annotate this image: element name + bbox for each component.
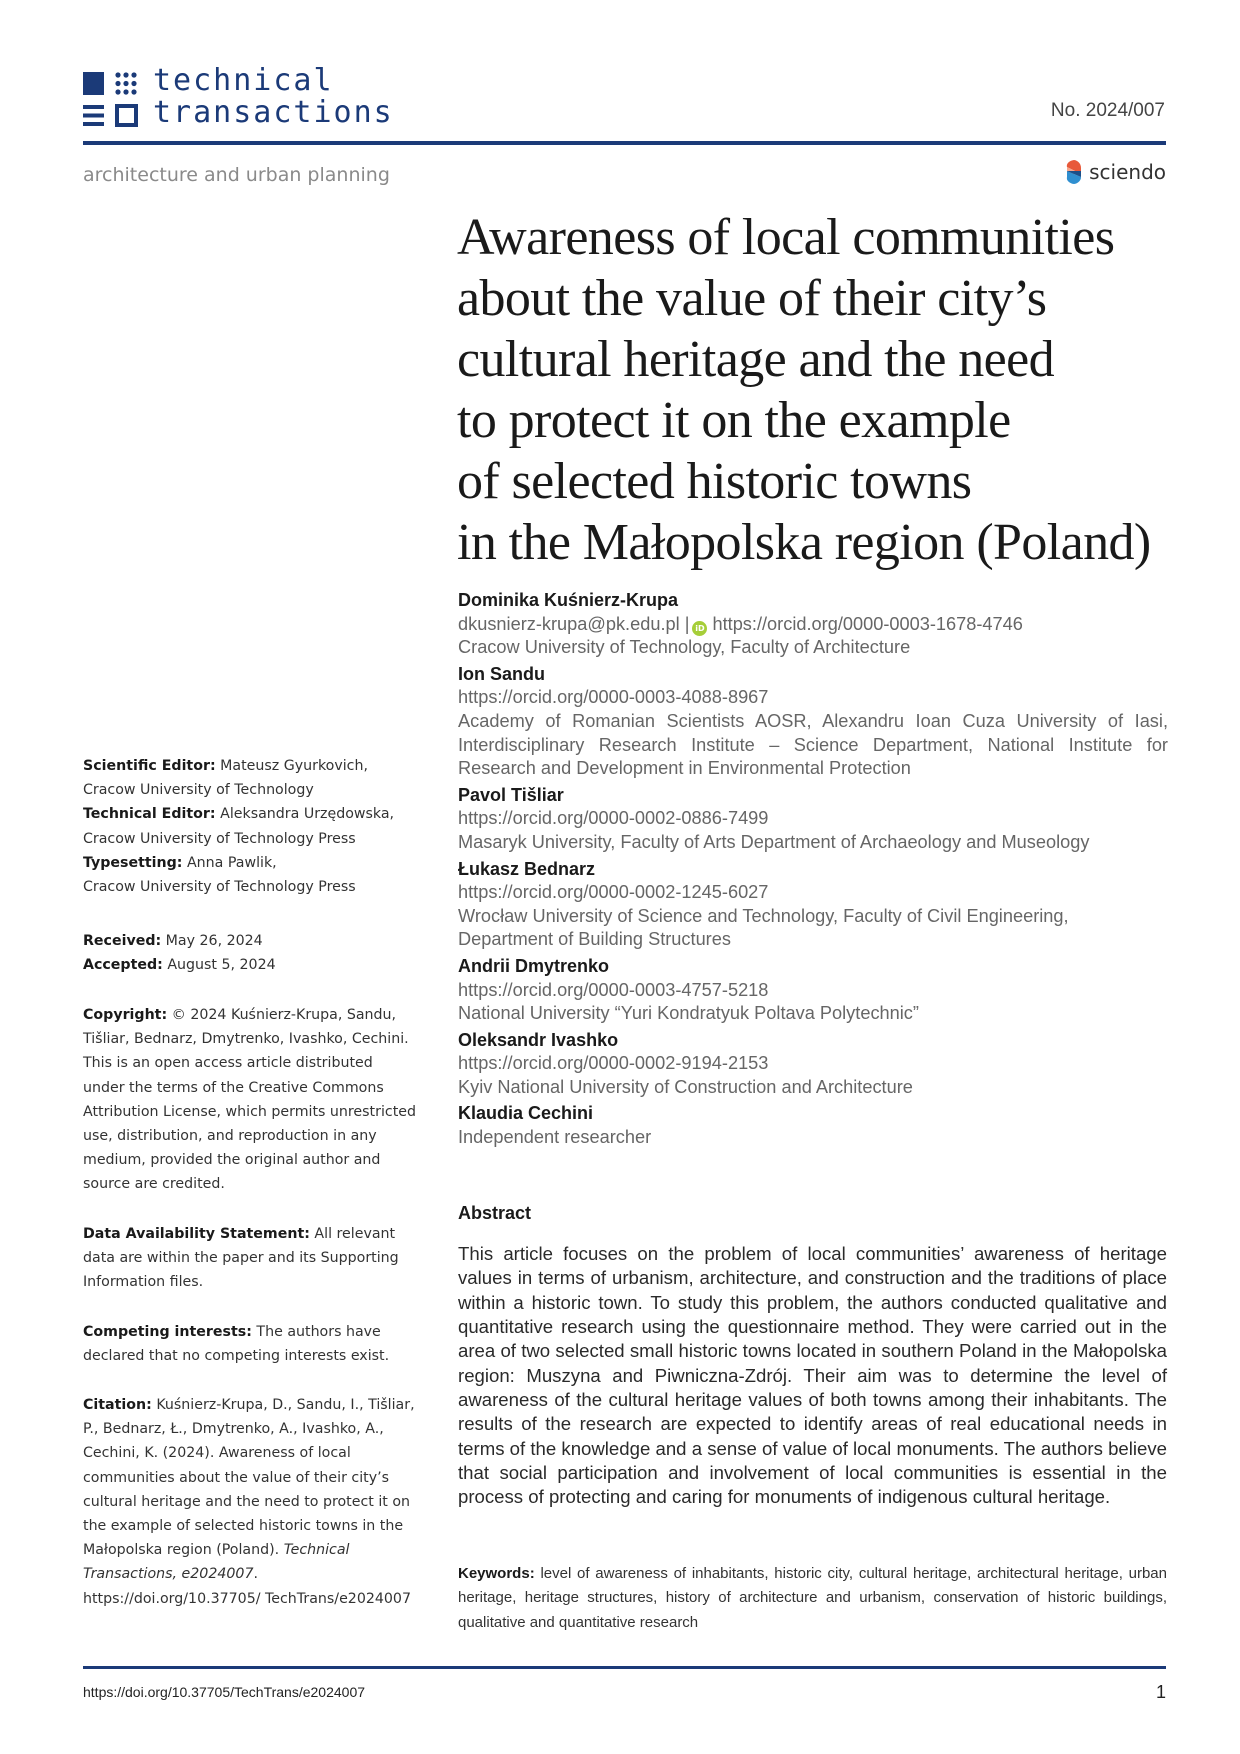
article-title: [457, 207, 1177, 573]
journal-logo-mark-icon: [83, 72, 145, 130]
footer-divider: [83, 1666, 1166, 1669]
title-line: in the Małopolska region (Poland): [457, 514, 1151, 571]
abstract-heading: Abstract: [458, 1203, 532, 1223]
competing-interests-label: Competing interests:: [83, 1324, 252, 1340]
citation-journal: Technical Transactions, e2024007: [83, 1542, 350, 1583]
author-contact: [458, 613, 1168, 637]
author-name: Łukasz Bednarz: [458, 858, 596, 879]
typesetting-label: Typesetting:: [83, 854, 183, 871]
dates-info: [83, 929, 418, 977]
author-name: Ion Sandu: [458, 663, 545, 684]
title-line: cultural heritage and the need: [457, 331, 1055, 388]
data-availability-text: All relevant data are within the paper and its Supporting Information files.: [83, 1226, 399, 1291]
title-line: of selected historic towns: [457, 453, 972, 510]
author-name: Pavol Tišliar: [458, 784, 564, 805]
sciendo-logo-icon: [1065, 160, 1083, 184]
orcid-icon: iD: [692, 621, 707, 636]
author-affiliation: Masaryk University, Faculty of Arts Department of Archaeology and Museology: [458, 831, 1090, 852]
data-availability-label: Data Availability Statement:: [83, 1226, 310, 1242]
keywords-text: level of awareness of inhabitants, historic city, cultural heritage, architectural heritage, urban heritage, heritage structures, history of architecture and urbanism, conservation of historic buildings, qualitative and quantitative research: [458, 1565, 1167, 1631]
citation-label: Citation:: [83, 1397, 152, 1413]
footer-doi-link[interactable]: https://doi.org/10.37705/TechTrans/e2024007: [83, 1684, 366, 1700]
title-line: about the value of their city’s: [457, 270, 1047, 327]
author-email[interactable]: dkusnierz-krupa@pk.edu.pl: [458, 613, 680, 634]
accepted-label: Accepted:: [83, 957, 163, 974]
author-affiliation: Cracow University of Technology, Faculty of Architecture: [458, 637, 911, 658]
series-name: architecture and urban planning: [83, 164, 390, 186]
orcid-link[interactable]: https://orcid.org/0000-0003-4757-5218: [458, 979, 769, 1000]
received-label: Received:: [83, 933, 162, 949]
publisher-logo: [1065, 160, 1166, 184]
author-affiliation: Academy of Romanian Scientists AOSR, Alexandru Ioan Cuza University of Iasi, Interdisciplinary Research Institute – Science Department, National Institute for Research and Development in Environmental Protection: [458, 710, 1168, 779]
copyright-label: Copyright:: [83, 1007, 168, 1023]
journal-logo: [83, 63, 403, 130]
typesetting: Anna Pawlik,: [186, 854, 277, 871]
page-number: 1: [1155, 1682, 1166, 1702]
keywords: [458, 1562, 1167, 1635]
author-affiliation: National University “Yuri Kondratyuk Poltava Polytechnic”: [458, 1003, 919, 1024]
separator: |: [684, 613, 690, 634]
competing-interests-info: [83, 1320, 418, 1368]
scientific-editor-label: Scientific Editor:: [83, 758, 216, 774]
title-line: to protect it on the example: [457, 392, 1011, 449]
scientific-editor-affiliation: Cracow University of Technology: [83, 782, 314, 799]
author-name: Dominika Kuśnierz-Krupa: [458, 590, 679, 610]
author-affiliation: Wrocław University of Science and Technology, Faculty of Civil Engineering, Department of Building Structures: [458, 905, 1069, 950]
author-affiliation: Kyiv National University of Construction and Architecture: [458, 1076, 913, 1097]
author-name: Klaudia Cechini: [458, 1103, 594, 1124]
technical-editor: Aleksandra Urzędowska,: [220, 806, 395, 823]
author-list: [458, 589, 1168, 1150]
received-date: May 26, 2024: [165, 933, 263, 949]
title-line: Awareness of local communities: [457, 209, 1115, 266]
citation-doi[interactable]: . https://doi.org/10.37705/ TechTrans/e2024007: [83, 1566, 411, 1607]
logo-text-technical: technical: [153, 63, 334, 98]
typesetting-affiliation: Cracow University of Technology Press: [83, 879, 356, 896]
copyright-info: [83, 1003, 418, 1197]
accepted-date: August 5, 2024: [167, 957, 276, 974]
header-divider: [83, 141, 1166, 145]
orcid-link[interactable]: https://orcid.org/0000-0002-1245-6027: [458, 882, 769, 903]
author-affiliation: Independent researcher: [458, 1127, 652, 1148]
orcid-link[interactable]: https://orcid.org/0000-0002-0886-7499: [458, 808, 769, 829]
author-name: Oleksandr Ivashko: [458, 1029, 619, 1050]
orcid-link[interactable]: https://orcid.org/0000-0002-9194-2153: [458, 1053, 769, 1074]
logo-text-transactions: transactions: [153, 95, 394, 130]
issue-number: No. 2024/007: [1050, 100, 1165, 121]
copyright-text: © 2024 Kuśnierz-Krupa, Sandu, Tišliar, Bednarz, Dmytrenko, Ivashko, Cechini. This is an open access article distributed under the terms of the Creative Commons Attribution License, which permits unrestricted use, distribution, and reproduction in any medium, provided the original author and source are credited.: [83, 1007, 416, 1193]
scientific-editor: Mateusz Gyurkovich,: [220, 758, 368, 774]
technical-editor-label: Technical Editor:: [83, 806, 216, 823]
citation-text: Kuśnierz-Krupa, D., Sandu, I., Tišliar, P., Bednarz, Ł., Dmytrenko, A., Ivashko, A., Cechini, K. (2024). Awareness of local communities about the value of their city’s cultural heritage and the need to protect it on the example of selected historic towns in the Małopolska region (Poland).: [83, 1397, 415, 1559]
competing-interests-text: The authors have declared that no competing interests exist.: [83, 1324, 390, 1365]
keywords-label: Keywords:: [458, 1565, 535, 1582]
author-name: Andrii Dmytrenko: [458, 955, 610, 976]
publisher-name: sciendo: [1089, 160, 1166, 184]
orcid-link[interactable]: https://orcid.org/0000-0003-4088-8967: [458, 687, 769, 708]
abstract-text: This article focuses on the problem of local communities’ awareness of heritage values in terms of urbanism, architecture, and construction and the traditions of place within a historic town. To study this problem, the authors conducted qualitative and quantitative research using the questionnaire method. They were carried out in the area of two selected small historic towns located in southern Poland in the Małopolska region: Muszyna and Piwniczna-Zdrój. Their aim was to determine the level of awareness of the cultural heritage values of both towns among their inhabitants. The results of the research are expected to identify areas of real educational needs in terms of the knowledge and a sense of value of local monuments. The authors believe that social participation and involvement of local communities is essential in the process of protecting and caring for monuments of indigenous cultural heritage.: [458, 1243, 1167, 1508]
data-availability-info: [83, 1222, 418, 1295]
editorial-info: [83, 754, 418, 899]
orcid-link[interactable]: https://orcid.org/0000-0003-1678-4746: [712, 613, 1023, 634]
citation-info: [83, 1393, 418, 1611]
technical-editor-affiliation: Cracow University of Technology Press: [83, 830, 356, 847]
